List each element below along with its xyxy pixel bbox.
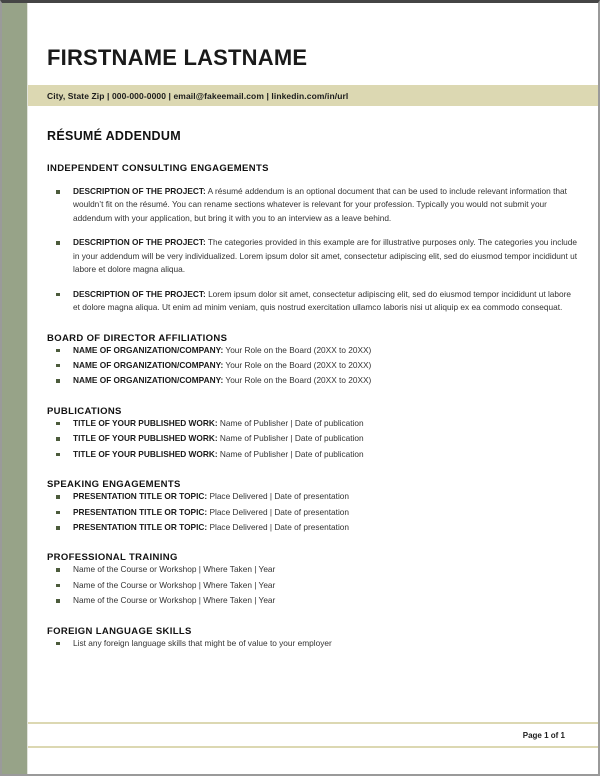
section-consulting xyxy=(47,163,584,315)
section-speaking xyxy=(47,479,584,534)
item-text: Your Role on the Board (20XX to 20XX) xyxy=(223,359,372,370)
item-text: The categories provided in this example are for illustrative purposes only. The categories you include in your addendum will be very individualized. Lorem ipsum dolor sit amet, consectetur adipiscing elit, sed do eiusmod tempor incididunt ut labore et dolore magna aliqua. xyxy=(73,237,578,275)
item-label: NAME OF ORGANIZATION/COMPANY: xyxy=(73,344,224,355)
bullet-square-icon xyxy=(56,190,60,194)
list-item xyxy=(47,506,584,519)
speaking-list xyxy=(47,490,584,534)
list-item xyxy=(47,236,584,276)
item-label: NAME OF ORGANIZATION/COMPANY: xyxy=(73,375,224,386)
item-text: Place Delivered | Date of presentation xyxy=(207,522,350,532)
contact-bar xyxy=(28,85,598,106)
bullet-square-icon xyxy=(56,453,60,457)
item-text: Place Delivered | Date of presentation xyxy=(207,491,350,502)
bullet-square-icon xyxy=(56,599,60,603)
item-label: TITLE OF YOUR PUBLISHED WORK: xyxy=(73,433,218,444)
page-footer xyxy=(28,722,598,748)
list-item xyxy=(47,359,584,372)
bullet-square-icon xyxy=(56,642,60,646)
item-text: Name of Publisher | Date of publication xyxy=(217,448,364,459)
item-label: NAME OF ORGANIZATION/COMPANY: xyxy=(73,359,224,370)
bullet-square-icon xyxy=(56,241,60,245)
item-text: Place Delivered | Date of presentation xyxy=(207,506,350,517)
section-training xyxy=(47,552,584,607)
list-item xyxy=(47,288,584,315)
section-heading-publications: PUBLICATIONS xyxy=(47,405,122,417)
training-list xyxy=(47,563,584,607)
page-number: Page 1 of 1 xyxy=(522,730,565,740)
languages-list xyxy=(47,637,584,650)
item-label: TITLE OF YOUR PUBLISHED WORK: xyxy=(73,417,218,428)
item-text: List any foreign language skills that might be of value to your employer xyxy=(73,637,332,648)
item-label: TITLE OF YOUR PUBLISHED WORK: xyxy=(73,448,218,459)
list-item xyxy=(47,563,584,576)
item-text: Lorem ipsum dolor sit amet, consectetur adipiscing elit, sed do eiusmod tempor incididunt ut labore et dolore magna aliqua. Ut enim ad minim veniam, quis nostrud exercitation ullamco laboris nisi ut aliquip ex ea commodo consequat. xyxy=(73,288,572,313)
list-item xyxy=(47,432,584,445)
section-heading-training: PROFESSIONAL TRAINING xyxy=(47,552,178,564)
section-heading-consulting: INDEPENDENT CONSULTING ENGAGEMENTS xyxy=(47,163,269,174)
board-list xyxy=(47,344,584,388)
bullet-square-icon xyxy=(56,495,60,499)
bullet-square-icon xyxy=(56,422,60,426)
publications-list xyxy=(47,417,584,461)
bullet-square-icon xyxy=(56,379,60,383)
list-item xyxy=(47,637,584,650)
page-title: RÉSUMÉ ADDENDUM xyxy=(47,129,181,143)
bullet-square-icon xyxy=(56,584,60,588)
document-header xyxy=(28,3,598,107)
item-text: A résumé addendum is an optional document that can be used to include relevant information that wouldn’t fit on the résumé. You can rename sections whatever is relevant for your profession. Typically you would not submit your addendum with your application, but bring it with you to an interview as a leave behind. xyxy=(73,186,567,223)
list-item xyxy=(47,185,584,225)
bullet-square-icon xyxy=(56,526,60,530)
candidate-name: FIRSTNAME LASTNAME xyxy=(47,45,308,70)
list-item xyxy=(47,417,584,430)
item-text: Name of the Course or Workshop | Where Taken | Year xyxy=(73,595,276,606)
item-text: Name of Publisher | Date of publication xyxy=(217,417,364,428)
document-body xyxy=(28,107,598,774)
bullet-square-icon xyxy=(56,349,60,353)
list-item xyxy=(47,344,584,357)
bullet-square-icon xyxy=(56,364,60,368)
section-languages xyxy=(47,626,584,650)
item-text: Your Role on the Board (20XX to 20XX) xyxy=(223,344,372,355)
bullet-square-icon xyxy=(56,293,60,297)
section-heading-board: BOARD OF DIRECTOR AFFILIATIONS xyxy=(47,332,228,344)
section-heading-speaking: SPEAKING ENGAGEMENTS xyxy=(47,479,181,491)
item-label: PRESENTATION TITLE OR TOPIC: xyxy=(73,506,208,517)
item-label: DESCRIPTION OF THE PROJECT: xyxy=(73,288,206,299)
section-publications xyxy=(47,406,584,461)
item-text: Name of the Course or Workshop | Where Taken | Year xyxy=(73,579,276,590)
bullet-square-icon xyxy=(56,568,60,572)
left-accent-band xyxy=(2,3,28,774)
section-heading-languages: FOREIGN LANGUAGE SKILLS xyxy=(47,625,192,637)
item-label: DESCRIPTION OF THE PROJECT: xyxy=(73,237,206,248)
item-text: Your Role on the Board (20XX to 20XX) xyxy=(223,375,372,386)
list-item xyxy=(47,521,584,534)
item-text: Name of the Course or Workshop | Where Taken | Year xyxy=(73,564,276,575)
list-item xyxy=(47,579,584,592)
section-board xyxy=(47,333,584,388)
list-item xyxy=(47,374,584,387)
item-label: PRESENTATION TITLE OR TOPIC: xyxy=(73,522,208,532)
contact-line: City, State Zip | 000-000-0000 | email@fakeemail.com | linkedin.com/in/url xyxy=(47,90,349,101)
list-item xyxy=(47,490,584,503)
bullet-square-icon xyxy=(56,511,60,515)
item-label: PRESENTATION TITLE OR TOPIC: xyxy=(73,491,208,502)
consulting-list xyxy=(47,185,584,315)
list-item xyxy=(47,594,584,607)
bullet-square-icon xyxy=(56,437,60,441)
list-item xyxy=(47,448,584,461)
item-label: DESCRIPTION OF THE PROJECT: xyxy=(73,186,206,196)
item-text: Name of Publisher | Date of publication xyxy=(217,433,364,444)
